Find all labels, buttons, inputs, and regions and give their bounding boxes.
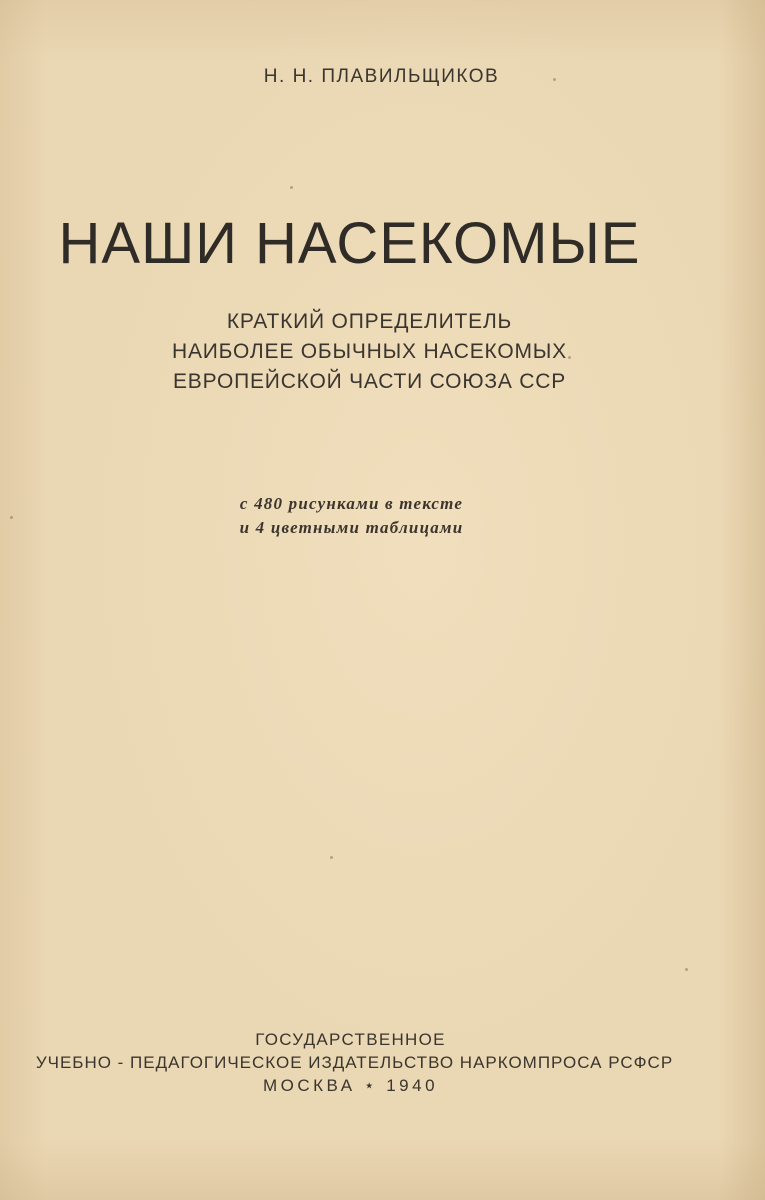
paper-speck bbox=[330, 856, 333, 859]
book-title: НАШИ НАСЕКОМЫЕ bbox=[58, 211, 641, 276]
publisher-line-1: ГОСУДАРСТВЕННОЕ bbox=[255, 1030, 446, 1049]
paper-speck bbox=[10, 516, 13, 519]
subtitle-line-3: ЕВРОПЕЙСКОЙ ЧАСТИ СОЮЗА ССР bbox=[173, 370, 566, 393]
publisher-line-2: УЧЕБНО - ПЕДАГОГИЧЕСКОЕ ИЗДАТЕЛЬСТВО НАРКОМПРОСА РСФСР bbox=[35, 1053, 674, 1072]
subtitle-line-2: НАИБОЛЕЕ ОБЫЧНЫХ НАСЕКОМЫХ bbox=[172, 340, 567, 363]
subtitle-line-1: КРАТКИЙ ОПРЕДЕЛИТЕЛЬ bbox=[226, 310, 513, 333]
illustrations-note-line-2: и 4 цветными таблицами bbox=[239, 518, 464, 537]
paper-speck bbox=[568, 356, 571, 359]
paper-speck bbox=[685, 968, 688, 971]
author-name: Н. Н. ПЛАВИЛЬЩИКОВ bbox=[263, 66, 500, 87]
illustrations-note-line-1: с 480 рисунками в тексте bbox=[239, 494, 464, 513]
paper-speck bbox=[553, 78, 556, 81]
publisher-city-year: МОСКВА ⋆ 1940 bbox=[262, 1076, 439, 1095]
paper-speck bbox=[290, 186, 293, 189]
